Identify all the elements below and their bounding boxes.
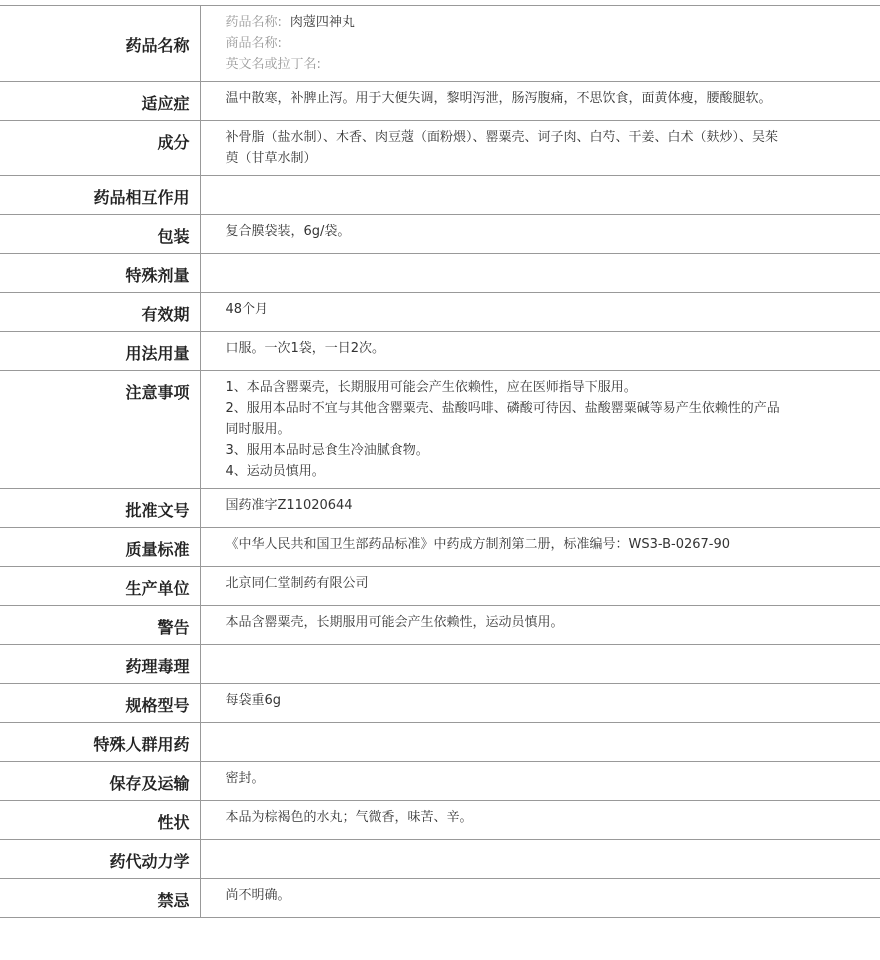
spec-row-value — [200, 606, 880, 645]
spec-row-value — [200, 528, 880, 567]
spec-row-value — [200, 879, 880, 918]
spec-row-value — [200, 332, 880, 371]
spec-row — [0, 840, 880, 879]
name-field — [226, 54, 791, 75]
spec-value-line: 《中华人民共和国卫生部药品标准》中药成方制剂第二册，标准编号：WS3-B-0267-90 — [225, 537, 731, 552]
spec-row-value — [200, 489, 880, 528]
spec-row-label: 药理毒理 — [0, 645, 200, 684]
spec-row-label: 药代动力学 — [0, 840, 200, 879]
spec-row-label: 禁忌 — [0, 879, 200, 918]
spec-value-line — [226, 260, 791, 281]
spec-row — [0, 121, 880, 176]
spec-row — [0, 879, 880, 918]
spec-value-line — [226, 651, 791, 672]
spec-value-line: 密封。 — [225, 771, 265, 786]
spec-row-label: 药品名称 — [0, 6, 200, 82]
spec-value-line — [226, 729, 791, 750]
spec-row — [0, 254, 880, 293]
spec-row-label: 保存及运输 — [0, 762, 200, 801]
spec-row-label: 有效期 — [0, 293, 200, 332]
spec-value-line: 2、服用本品时不宜与其他含罂粟壳、盐酸吗啡、磷酸可待因、盐酸罂粟碱等易产生依赖性的产品同时服用。 — [225, 401, 780, 437]
spec-row — [0, 176, 880, 215]
spec-value-line — [226, 182, 791, 203]
name-field-key: 英文名或拉丁名: — [225, 57, 321, 72]
spec-row-label: 药品相互作用 — [0, 176, 200, 215]
spec-row-value — [200, 371, 880, 489]
spec-row-value — [200, 723, 880, 762]
spec-row — [0, 645, 880, 684]
spec-row-label: 警告 — [0, 606, 200, 645]
spec-row-label: 性状 — [0, 801, 200, 840]
spec-row-value — [200, 684, 880, 723]
spec-row-label: 生产单位 — [0, 567, 200, 606]
spec-row-value — [200, 176, 880, 215]
spec-row-label: 规格型号 — [0, 684, 200, 723]
spec-row — [0, 82, 880, 121]
spec-row-label: 特殊剂量 — [0, 254, 200, 293]
spec-row-label: 质量标准 — [0, 528, 200, 567]
spec-value-line: 温中散寒，补脾止泻。用于大便失调，黎明泻泄，肠泻腹痛，不思饮食，面黄体瘦，腰酸腿软。 — [225, 91, 772, 106]
spec-row — [0, 801, 880, 840]
spec-row-value — [200, 121, 880, 176]
spec-value-line: 本品含罂粟壳，长期服用可能会产生依赖性，运动员慎用。 — [225, 615, 564, 630]
name-field — [226, 33, 791, 54]
spec-value-line: 复合膜袋装，6g/袋。 — [225, 224, 351, 239]
spec-row-label: 适应症 — [0, 82, 200, 121]
spec-row-value — [200, 801, 880, 840]
spec-row — [0, 215, 880, 254]
spec-value-line: 每袋重6g — [225, 693, 282, 708]
name-field-key: 商品名称: — [225, 36, 282, 51]
spec-value-line: 48个月 — [225, 302, 269, 317]
name-field-value: 肉蔻四神丸 — [289, 15, 355, 30]
spec-value-line: 尚不明确。 — [225, 888, 291, 903]
spec-row — [0, 567, 880, 606]
spec-row — [0, 6, 880, 82]
spec-row — [0, 489, 880, 528]
spec-row — [0, 723, 880, 762]
spec-row — [0, 684, 880, 723]
spec-row-value — [200, 215, 880, 254]
spec-row-value — [200, 567, 880, 606]
spec-row — [0, 332, 880, 371]
spec-row — [0, 606, 880, 645]
spec-row — [0, 293, 880, 332]
spec-value-line: 国药准字Z11020644 — [225, 498, 353, 513]
spec-row-label: 特殊人群用药 — [0, 723, 200, 762]
spec-row-label: 用法用量 — [0, 332, 200, 371]
spec-value-line: 3、服用本品时忌食生冷油腻食物。 — [225, 443, 429, 458]
spec-row-label: 包装 — [0, 215, 200, 254]
spec-value-line: 补骨脂（盐水制）、木香、肉豆蔻（面粉煨）、罂粟壳、诃子肉、白芍、干姜、白术（麸炒）、吴茱萸（甘草水制） — [225, 130, 779, 166]
spec-row-label: 批准文号 — [0, 489, 200, 528]
spec-row-value — [200, 762, 880, 801]
spec-row-value — [200, 82, 880, 121]
drug-spec-table — [0, 5, 880, 918]
spec-row-value — [200, 645, 880, 684]
spec-row — [0, 762, 880, 801]
spec-value-line: 本品为棕褐色的水丸；气微香，味苦、辛。 — [225, 810, 473, 825]
spec-value-line: 口服。一次1袋，一日2次。 — [225, 341, 386, 356]
spec-row-value — [200, 840, 880, 879]
spec-value-line: 北京同仁堂制药有限公司 — [225, 576, 369, 591]
spec-row — [0, 528, 880, 567]
spec-row — [0, 371, 880, 489]
name-field — [226, 12, 791, 33]
spec-value-line — [226, 846, 791, 867]
spec-row-value — [200, 6, 880, 82]
spec-value-line: 4、运动员慎用。 — [225, 464, 325, 479]
spec-row-value — [200, 254, 880, 293]
spec-value-line: 1、本品含罂粟壳，长期服用可能会产生依赖性，应在医师指导下服用。 — [225, 380, 637, 395]
spec-row-label: 注意事项 — [0, 371, 200, 489]
spec-row-value — [200, 293, 880, 332]
name-field-key: 药品名称: — [225, 15, 282, 30]
spec-row-label: 成分 — [0, 121, 200, 176]
